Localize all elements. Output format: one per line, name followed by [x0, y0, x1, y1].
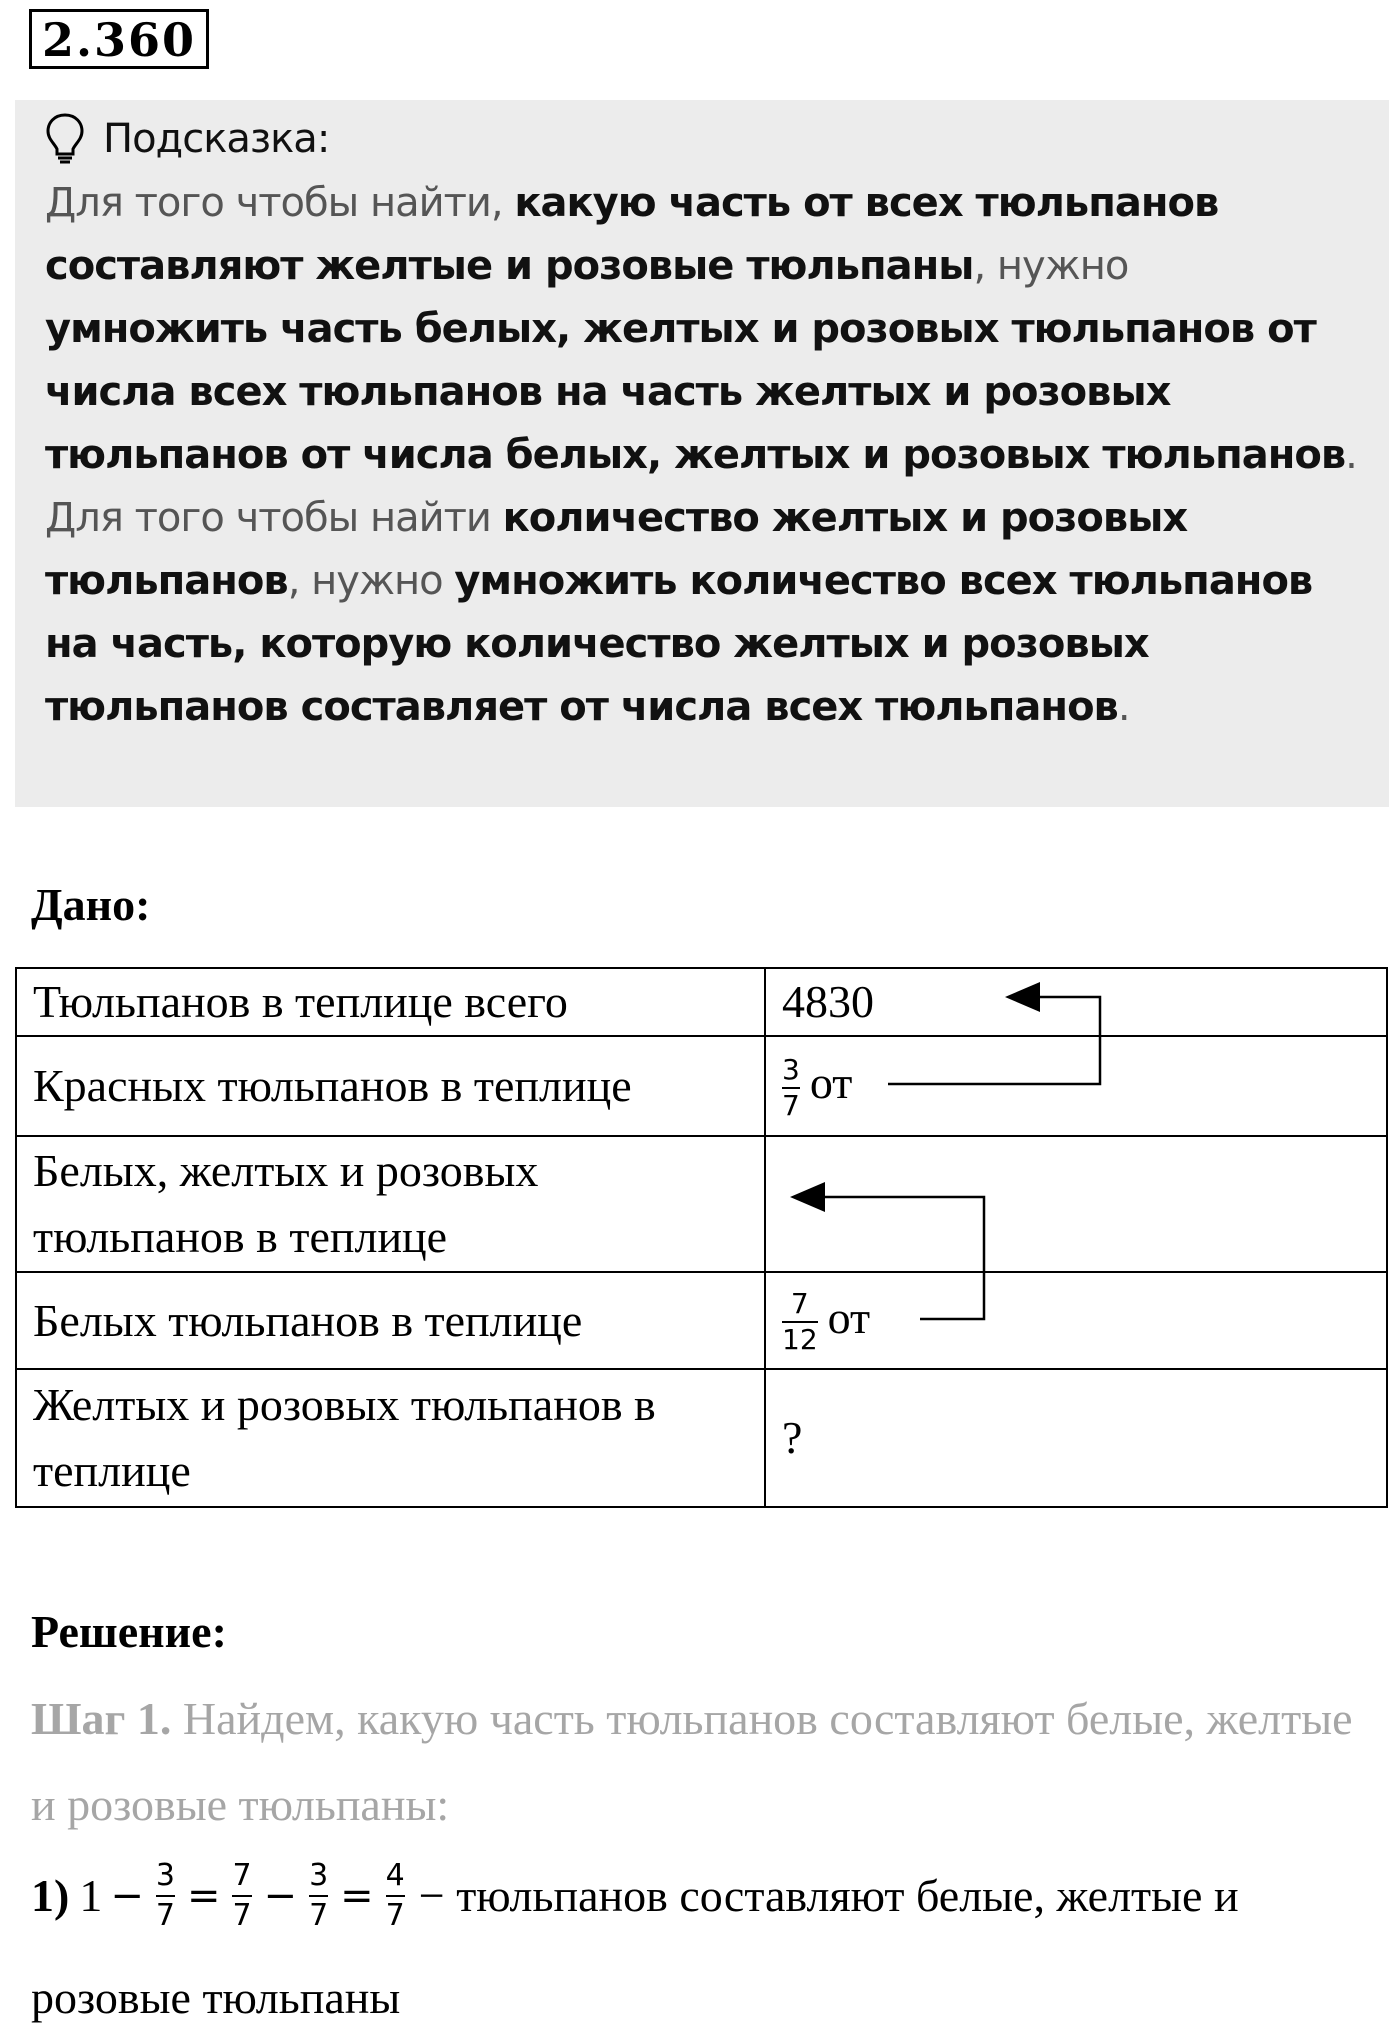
step-label: Шаг 1. [31, 1693, 172, 1744]
hint-text: Для того чтобы найти, [45, 180, 515, 226]
fraction: $\frac{7}{7}$ [232, 1858, 252, 1933]
row-value: ? [765, 1369, 1387, 1507]
given-table [15, 967, 1388, 1508]
row-label: Белых тюльпанов в теплице [16, 1272, 765, 1369]
equals-sign: = [186, 1873, 221, 1919]
calc-label: 1) [31, 1870, 70, 1921]
fraction: $\frac{3}{7}$ [155, 1858, 175, 1933]
hint-text: . [1117, 684, 1130, 730]
row-value [765, 1036, 1387, 1136]
calc-text-continued: розовые тюльпаны [31, 1972, 401, 2023]
given-title: Дано: [31, 879, 151, 930]
hint-paragraph-2 [45, 487, 1361, 739]
solution-title: Решение: [31, 1606, 227, 1657]
hint-bold-text: умножить количество всех тюльпанов на часть, которую количество желтых и розовых тюльпанов составляет от числа всех тюльпанов [45, 558, 1313, 730]
calc-text: − тюльпанов составляют белые, желтые и [418, 1870, 1239, 1921]
hint-paragraph-1 [45, 172, 1361, 487]
fraction: $\frac{4}{7}$ [385, 1858, 405, 1933]
minus-sign: − [263, 1873, 298, 1919]
step-text: Найдем, какую часть тюльпанов составляют белые, желтые и розовые тюльпаны: [31, 1693, 1353, 1830]
fraction-numerator: 7 [790, 1287, 809, 1321]
hint-text: , нужно [973, 243, 1129, 289]
suffix-text: от [809, 1057, 853, 1109]
row-label: Желтых и розовых тюльпанов в теплице [16, 1369, 765, 1507]
hint-bold-text: какую часть от всех тюльпанов составляют желтые и розовые тюльпаны [45, 180, 1219, 289]
table-row [16, 1272, 1387, 1369]
table-row [16, 1036, 1387, 1136]
hint-header [45, 106, 1361, 172]
row-label: Тюльпанов в теплице всего [16, 968, 765, 1036]
problem-number: 2.360 [29, 9, 209, 69]
hint-bold-text: количество желтых и розовых тюльпанов [45, 495, 1188, 604]
lightbulb-icon [45, 112, 85, 166]
table-row [16, 1136, 1387, 1272]
calc-one: 1 [79, 1870, 103, 1921]
row-value [765, 1136, 1387, 1272]
suffix-text: от [827, 1291, 871, 1343]
row-label: Белых, желтых и розовых тюльпанов в теплице [16, 1136, 765, 1272]
table-row [16, 1369, 1387, 1507]
table-row [16, 968, 1387, 1036]
row-value: 4830 [765, 968, 1387, 1036]
fraction [782, 1288, 818, 1356]
fraction-denominator: 7 [782, 1088, 800, 1122]
row-value [765, 1272, 1387, 1369]
calculation-line [31, 1858, 1376, 1934]
hint-title: Подсказка: [103, 115, 330, 162]
fraction-numerator: 3 [782, 1052, 800, 1086]
equals-sign: = [340, 1873, 374, 1919]
fraction-denominator: 12 [782, 1323, 818, 1357]
fraction: $\frac{3}{7}$ [309, 1858, 329, 1933]
hint-text: Для того чтобы найти [45, 495, 503, 541]
hint-text: . [1345, 432, 1357, 478]
row-label: Красных тюльпанов в теплице [16, 1036, 765, 1136]
hint-box [15, 100, 1389, 807]
hint-bold-text: умножить часть белых, желтых и розовых тюльпанов от числа всех тюльпанов на часть желтых и розовых тюльпанов от числа белых, желтых и розовых тюльпанов [45, 306, 1346, 478]
step-1 [31, 1676, 1376, 1848]
fraction [782, 1054, 800, 1122]
minus-sign: − [110, 1873, 144, 1919]
hint-text: , нужно [287, 558, 455, 604]
